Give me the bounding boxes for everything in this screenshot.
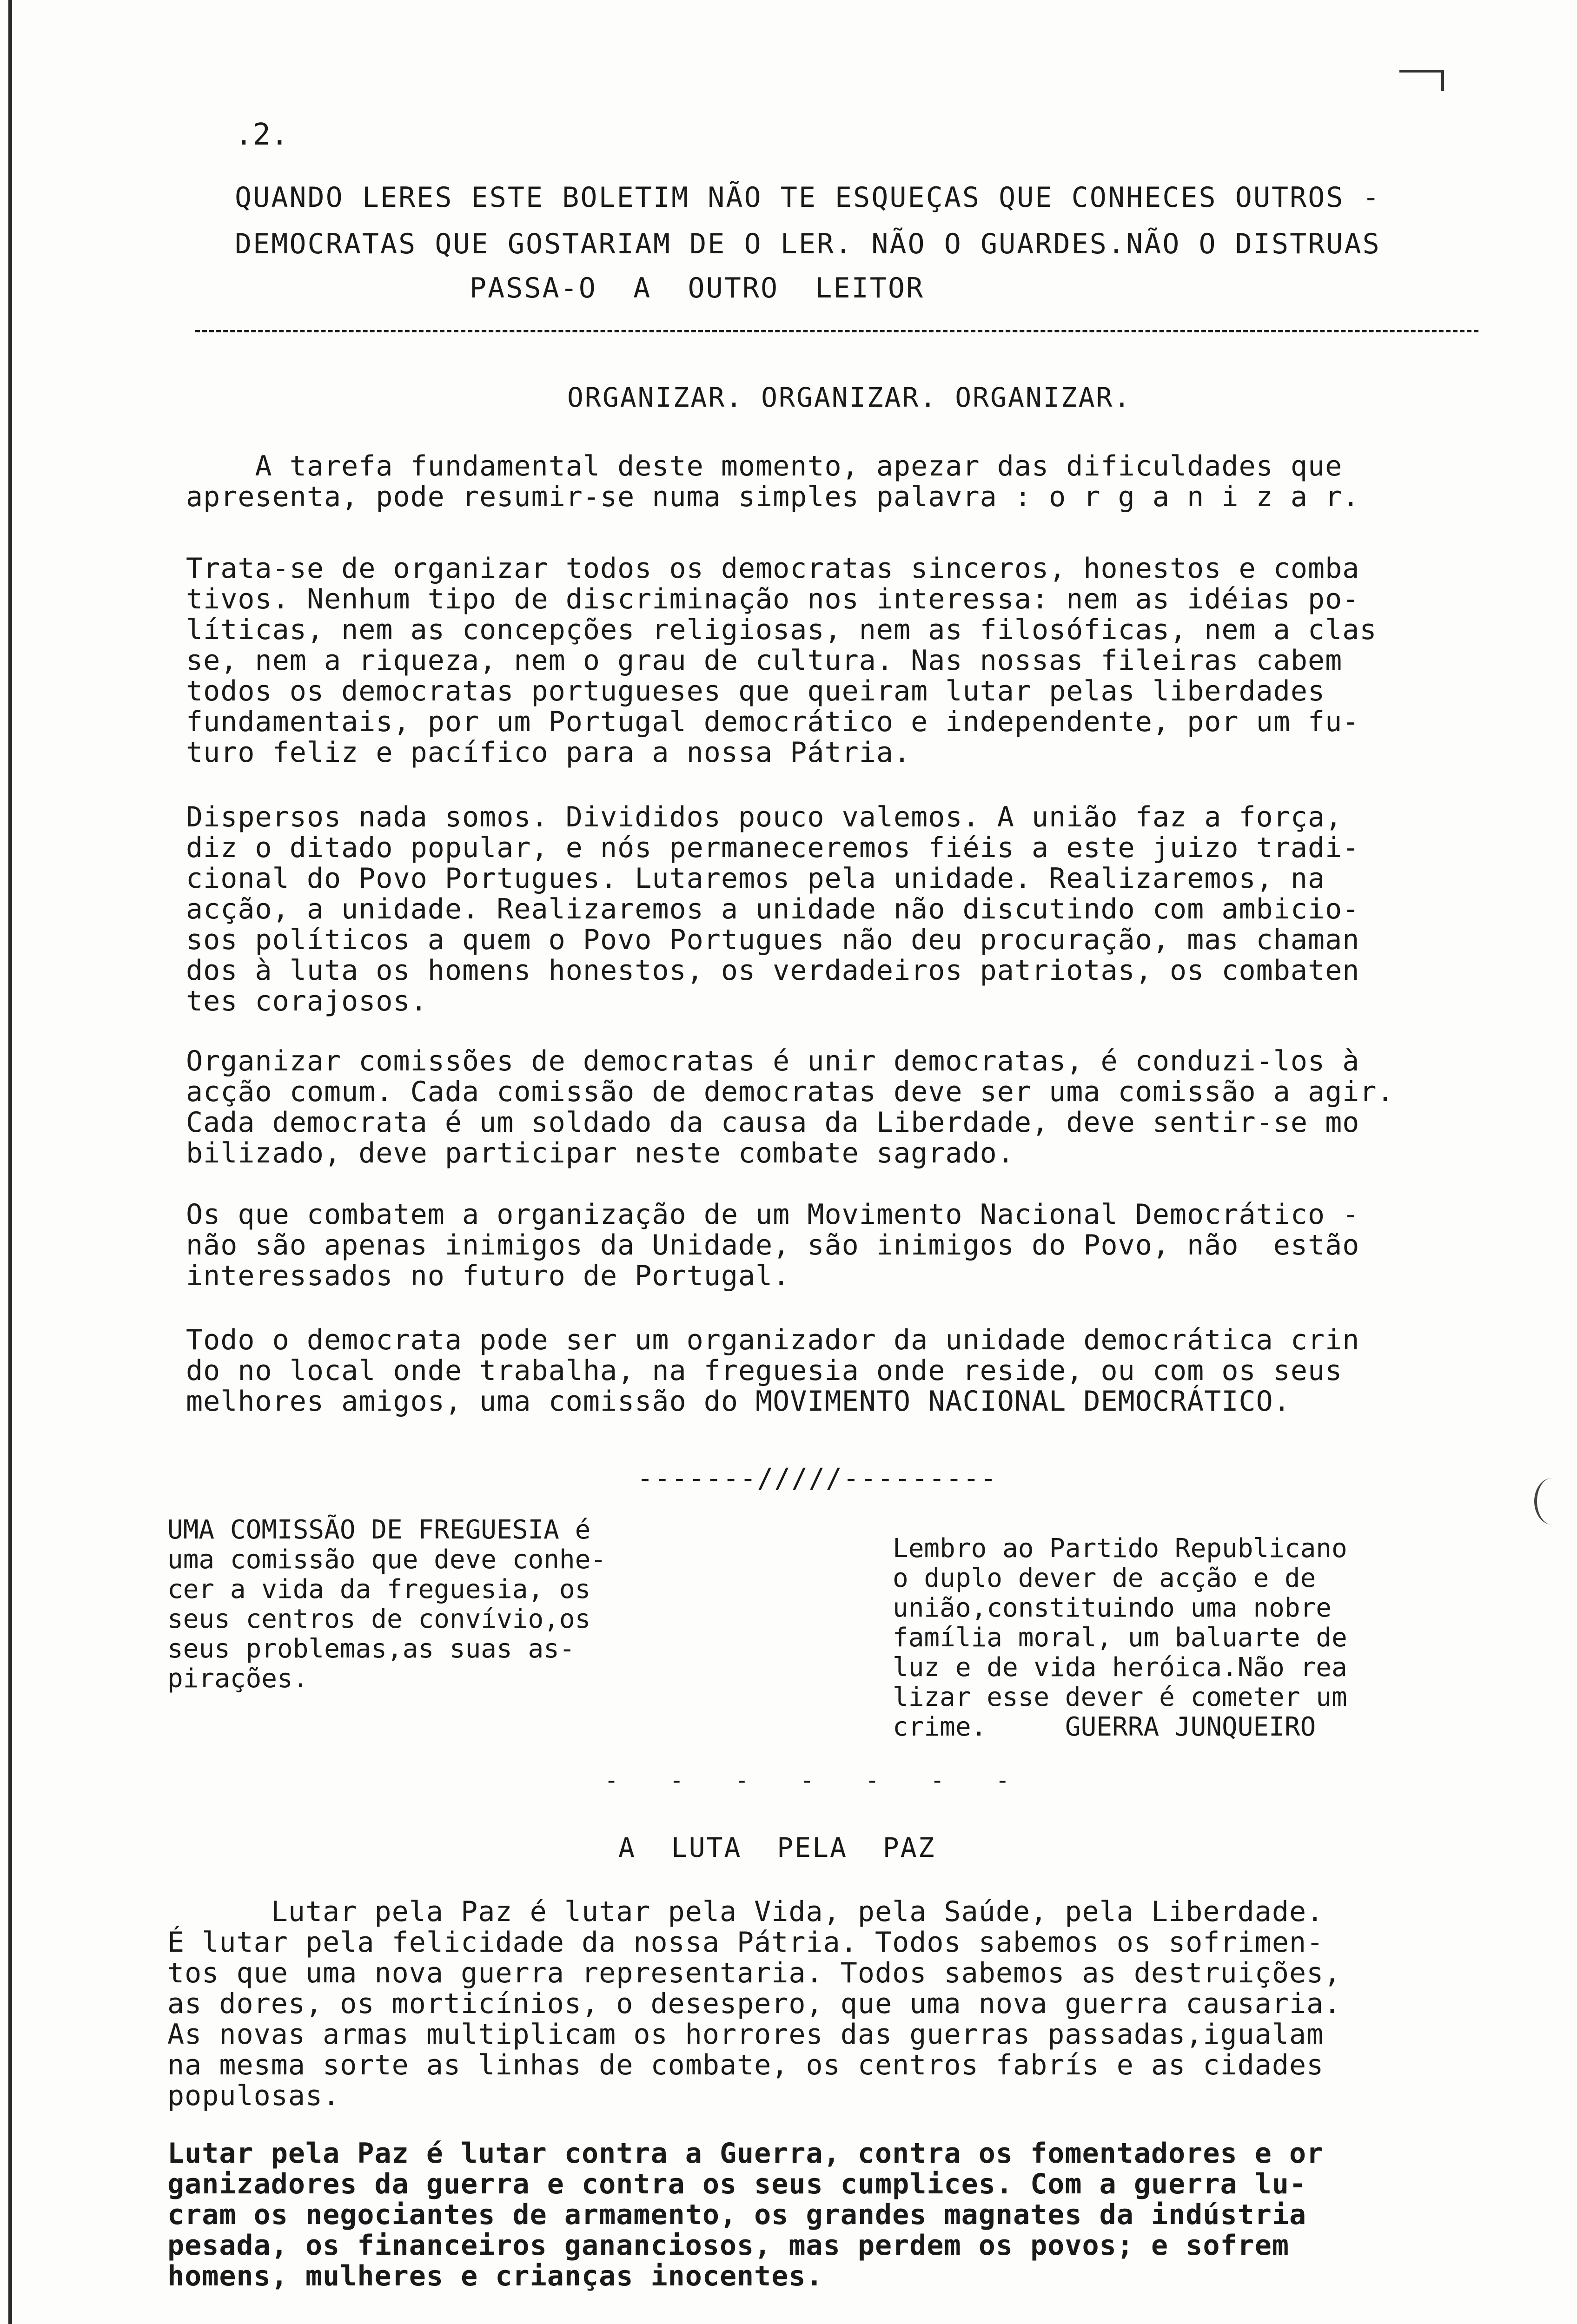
paragraph-line: na mesma sorte as linhas de combate, os centros fabrís e as cidades xyxy=(167,2049,1324,2081)
paragraph-line: se, nem a riqueza, nem o grau de cultura. Nas nossas fileiras cabem xyxy=(186,644,1343,677)
paragraph-line: interessados no futuro de Portugal. xyxy=(186,1260,790,1292)
paragraph-line: diz o ditado popular, e nós permaneceremos fiéis a este juizo tradi- xyxy=(186,832,1360,864)
paragraph-line: As novas armas multiplicam os horrores das guerras passadas,igualam xyxy=(167,2018,1324,2051)
header-line-2: DEMOCRATAS QUE GOSTARIAM DE O LER. NÃO O GUARDES.NÃO O DISTRUAS xyxy=(235,228,1381,260)
quote-line: família moral, um baluarte de xyxy=(893,1623,1347,1653)
paragraph-line: ganizadores da guerra e contra os seus cumplices. Com a guerra lu- xyxy=(167,2168,1307,2200)
paragraph-line: Organizar comissões de democratas é unir democratas, é conduzi-los à xyxy=(186,1045,1360,1077)
paragraph-line: pesada, os financeiros gananciosos, mas perdem os povos; e sofrem xyxy=(167,2229,1289,2262)
quote-line: lizar esse dever é cometer um xyxy=(893,1682,1347,1712)
paragraph-line: cram os negociantes de armamento, os grandes magnates da indústria xyxy=(167,2199,1307,2231)
paragraph-line: Cada democrata é um soldado da causa da Liberdade, deve sentir-se mo xyxy=(186,1106,1360,1139)
paragraph-line: populosas. xyxy=(167,2080,340,2112)
page-number: .2. xyxy=(235,118,289,152)
paragraph-line: fundamentais, por um Portugal democrático e independente, por um fu- xyxy=(186,706,1360,738)
paragraph-line: líticas, nem as concepções religiosas, nem as filosóficas, nem a clas xyxy=(186,614,1377,646)
box-line: cer a vida da freguesia, os xyxy=(167,1574,591,1604)
paragraph-line: as dores, os morticínios, o desespero, que uma nova guerra causaria. xyxy=(167,1987,1341,2020)
paragraph-line: Trata-se de organizar todos os democratas sinceros, honestos e comba xyxy=(186,552,1360,585)
section-divider: -------/////--------- xyxy=(637,1462,998,1494)
paper-left-edge xyxy=(8,0,12,2324)
box-line: seus problemas,as suas as- xyxy=(167,1634,575,1664)
paragraph-line: A tarefa fundamental deste momento, apezar das dificuldades que xyxy=(186,450,1343,482)
paragraph-line: tes corajosos. xyxy=(186,985,428,1017)
paragraph-line: Dispersos nada somos. Divididos pouco valemos. A união faz a força, xyxy=(186,801,1343,833)
section-heading-luta-pela-paz: A LUTA PELA PAZ xyxy=(618,1832,936,1863)
corner-mark xyxy=(1399,70,1444,91)
paragraph-line: do no local onde trabalha, na freguesia onde reside, ou com os seus xyxy=(186,1354,1343,1387)
dots-divider: - - - - - - - xyxy=(604,1767,1028,1794)
paragraph-line: tos que uma nova guerra representaria. Todos sabemos as destruições, xyxy=(167,1957,1341,1989)
paragraph-line: acção, a unidade. Realizaremos a unidade não discutindo com ambicio- xyxy=(186,893,1360,925)
header-dashed-rule xyxy=(195,330,1478,332)
box-line: UMA COMISSÃO DE FREGUESIA é xyxy=(167,1515,591,1545)
paragraph-line: acção comum. Cada comissão de democratas deve ser uma comissão a agir. xyxy=(186,1076,1394,1108)
paragraph-line: Lutar pela Paz é lutar contra a Guerra, contra os fomentadores e or xyxy=(167,2137,1324,2170)
box-line: pirações. xyxy=(167,1664,309,1694)
paragraph-line: sos políticos a quem o Povo Portugues não deu procuração, mas chaman xyxy=(186,924,1360,956)
box-line: uma comissão que deve conhe- xyxy=(167,1545,607,1575)
paragraph-line: Lutar pela Paz é lutar pela Vida, pela Saúde, pela Liberdade. xyxy=(167,1895,1324,1928)
paragraph-line: turo feliz e pacífico para a nossa Pátria. xyxy=(186,736,911,769)
paragraph-line: dos à luta os homens honestos, os verdadeiros patriotas, os combaten xyxy=(186,954,1360,987)
quote-line: crime. GUERRA JUNQUEIRO xyxy=(893,1712,1316,1742)
paragraph-line: É lutar pela felicidade da nossa Pátria. Todos sabemos os sofrimen- xyxy=(167,1926,1324,1959)
paragraph-line: cional do Povo Portugues. Lutaremos pela unidade. Realizaremos, na xyxy=(186,862,1325,895)
quote-line: união,constituindo uma nobre xyxy=(893,1593,1332,1623)
paragraph-line: Todo o democrata pode ser um organizador da unidade democrática crin xyxy=(186,1324,1360,1356)
quote-line: Lembro ao Partido Republicano xyxy=(893,1533,1347,1564)
header-line-1: QUANDO LERES ESTE BOLETIM NÃO TE ESQUEÇAS QUE CONHECES OUTROS - xyxy=(235,181,1381,214)
paragraph-line: Os que combatem a organização de um Movimento Nacional Democrático - xyxy=(186,1198,1360,1231)
paragraph-line: todos os democratas portugueses que queiram lutar pelas liberdades xyxy=(186,675,1325,707)
paragraph-line: melhores amigos, uma comissão do MOVIMENTO NACIONAL DEMOCRÁTICO. xyxy=(186,1385,1291,1418)
header-line-3: PASSA-O A OUTRO LEITOR xyxy=(470,272,925,304)
paragraph-line: bilizado, deve participar neste combate sagrado. xyxy=(186,1137,1014,1169)
quote-line: o duplo dever de acção e de xyxy=(893,1563,1316,1593)
paragraph-line: apresenta, pode resumir-se numa simples palavra : o r g a n i z a r. xyxy=(186,481,1360,513)
paragraph-line: homens, mulheres e crianças inocentes. xyxy=(167,2260,823,2292)
box-line: seus centros de convívio,os xyxy=(167,1604,591,1634)
section-heading-organizar: ORGANIZAR. ORGANIZAR. ORGANIZAR. xyxy=(567,382,1132,413)
punch-hole-mark xyxy=(1534,1478,1570,1525)
quote-line: luz e de vida heróica.Não rea xyxy=(893,1652,1347,1683)
paragraph-line: não são apenas inimigos da Unidade, são inimigos do Povo, não estão xyxy=(186,1229,1360,1261)
paragraph-line: tivos. Nenhum tipo de discriminação nos interessa: nem as idéias po- xyxy=(186,583,1360,615)
